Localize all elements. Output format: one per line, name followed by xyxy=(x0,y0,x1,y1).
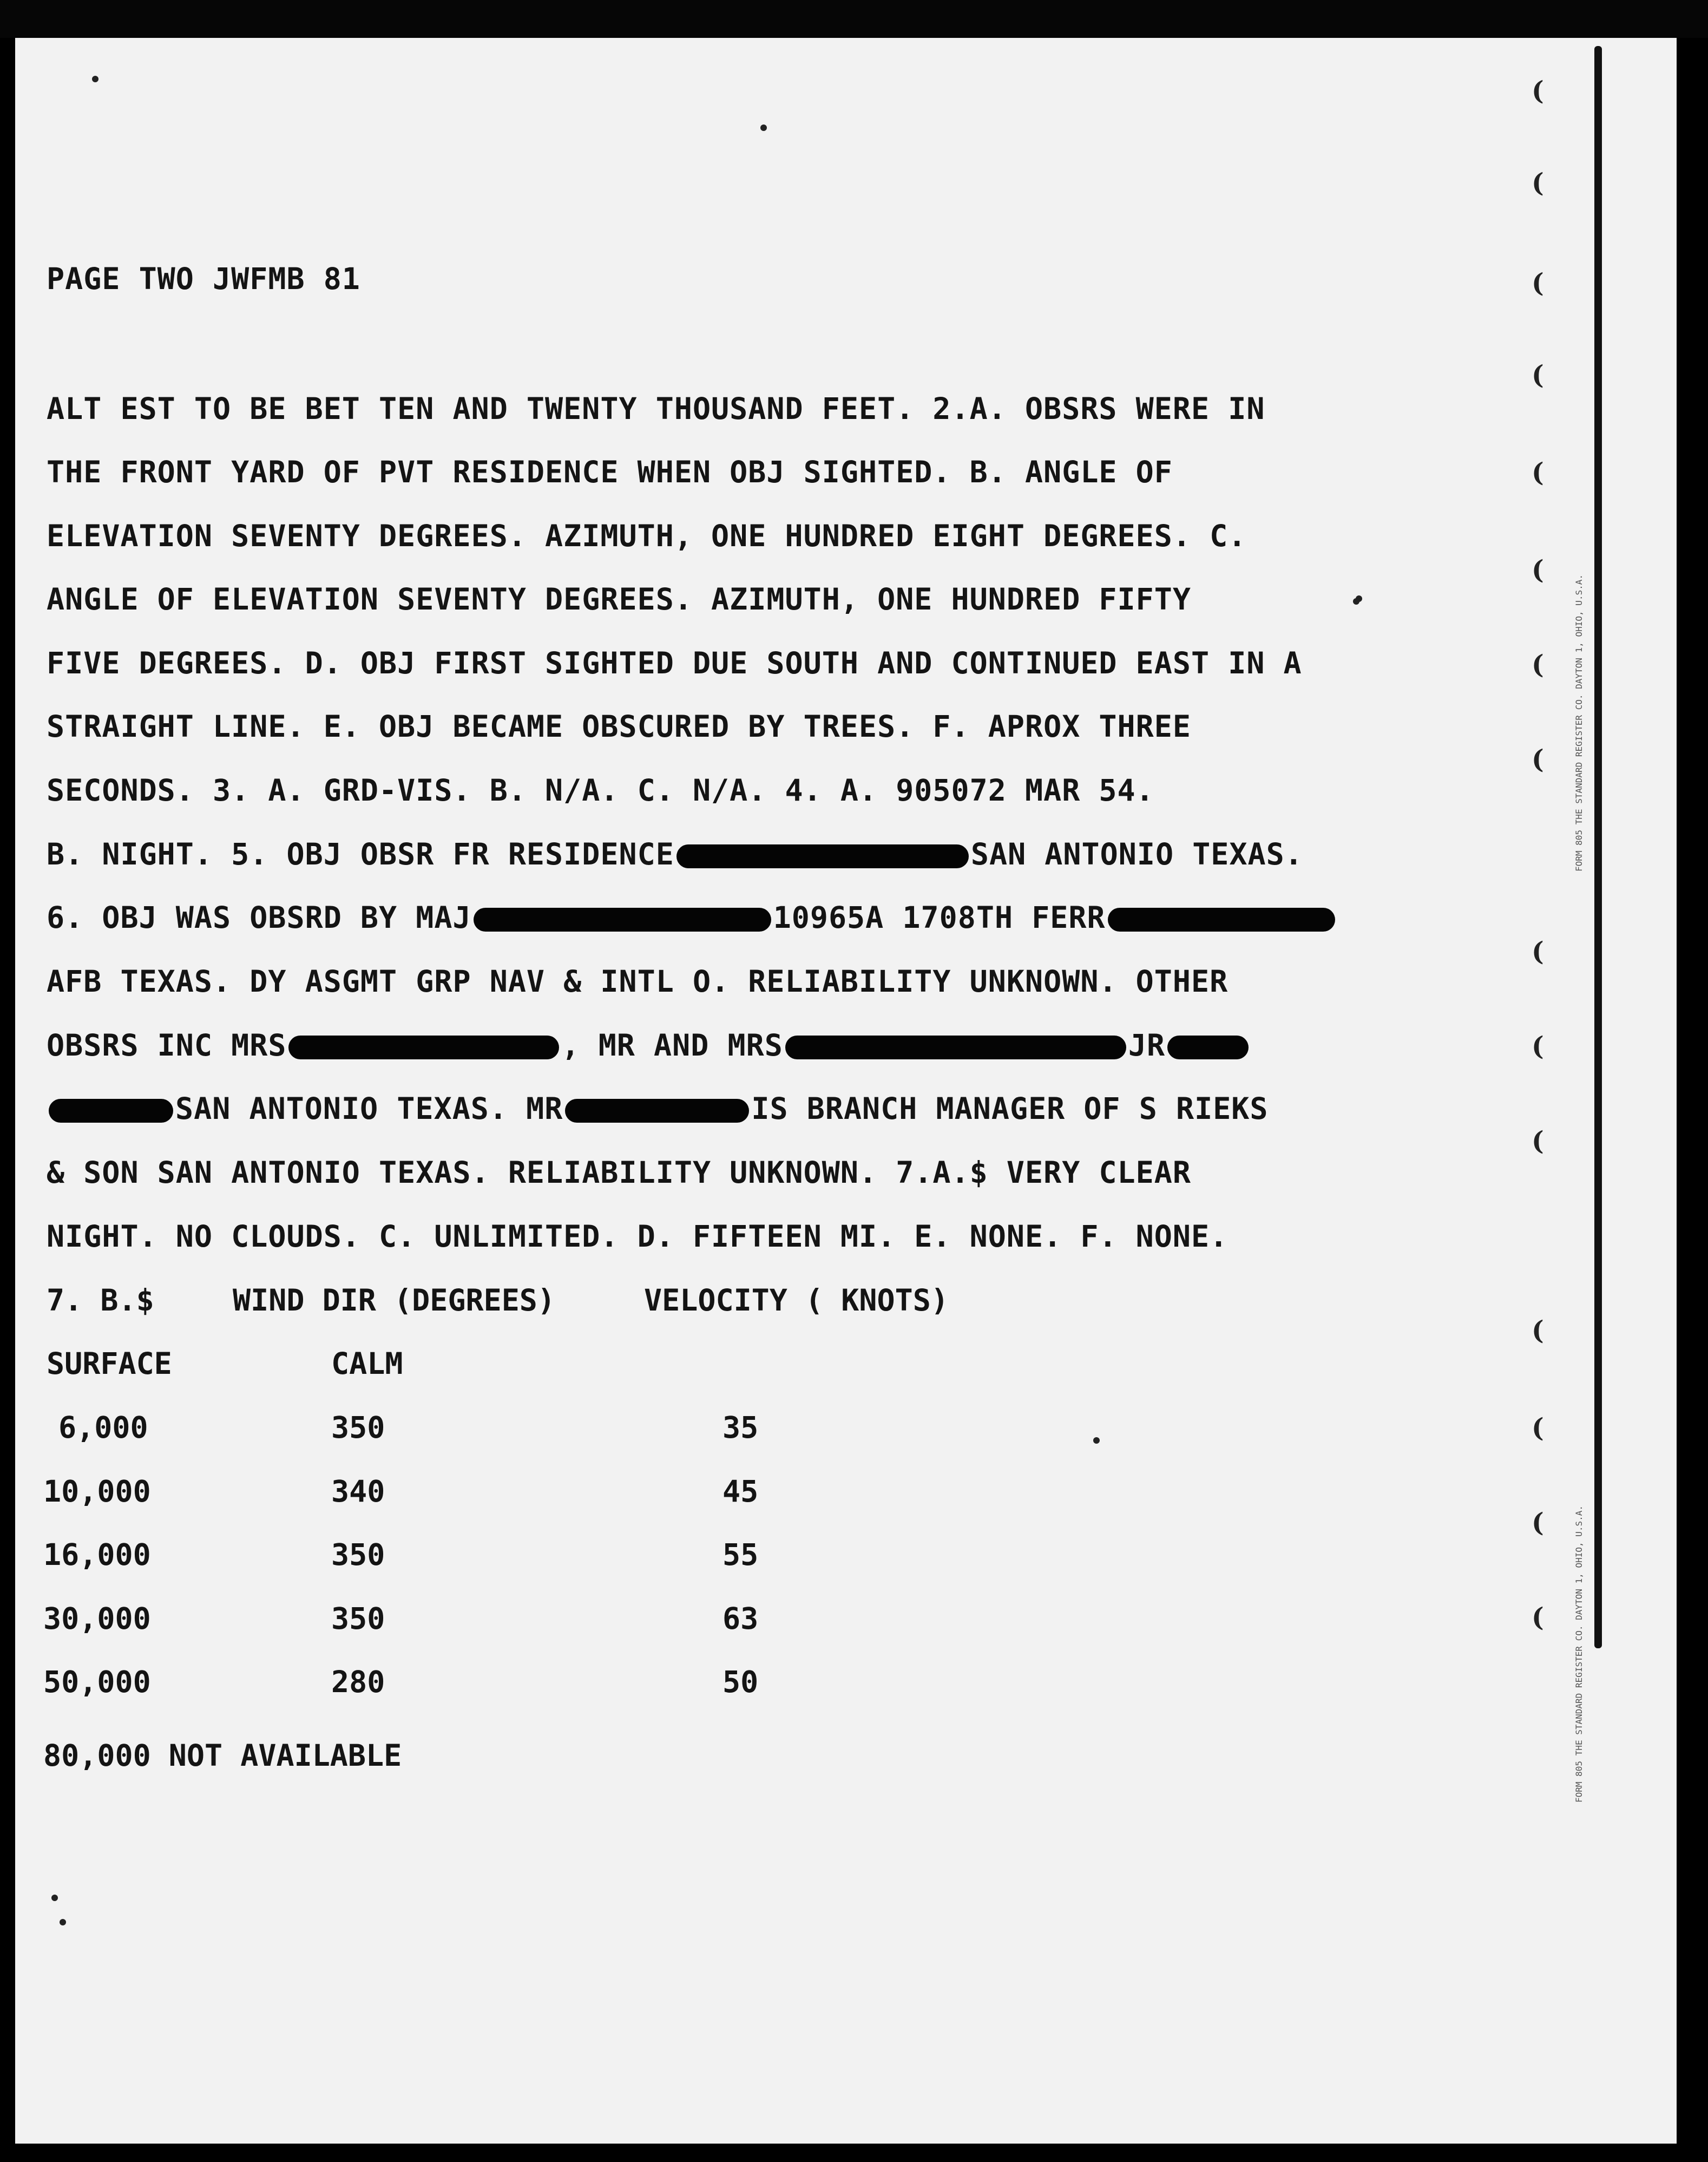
speck xyxy=(1093,1437,1100,1444)
margin-mark: ( xyxy=(1532,1508,1544,1538)
margin-mark: ( xyxy=(1532,168,1544,198)
redaction-bar xyxy=(676,844,969,868)
margin-mark: ( xyxy=(1532,1602,1544,1633)
speck xyxy=(1356,595,1362,602)
margin-mark: ( xyxy=(1532,1126,1544,1156)
body-line-11 xyxy=(47,1026,1251,1064)
night-text: B. NIGHT. 5. OBJ OBSR FR RESIDENCE xyxy=(47,837,674,872)
body-line-4: ANGLE OF ELEVATION SEVENTY DEGREES. AZIMUTH, ONE HUNDRED FIFTY xyxy=(47,582,1191,617)
body-line-7: SECONDS. 3. A. GRD-VIS. B. N/A. C. N/A. 4. A. 905072 MAR 54. xyxy=(47,773,1154,808)
table-alt: 16,000 xyxy=(43,1537,151,1572)
speck xyxy=(51,1895,58,1901)
margin-mark: ( xyxy=(1532,1315,1544,1346)
table-last-line: 80,000 NOT AVAILABLE xyxy=(43,1738,402,1773)
redaction-bar xyxy=(474,908,771,932)
table-dir: 350 xyxy=(331,1537,385,1572)
table-vel: 63 xyxy=(722,1601,759,1636)
table-vel: 45 xyxy=(722,1474,759,1509)
redaction-bar xyxy=(785,1036,1126,1059)
table-dir: 350 xyxy=(331,1601,385,1636)
body-line-5: FIVE DEGREES. D. OBJ FIRST SIGHTED DUE SOUTH AND CONTINUED EAST IN A xyxy=(47,646,1302,680)
obsrs-text: OBSRS INC MRS xyxy=(47,1028,287,1063)
speck xyxy=(760,125,767,131)
table-alt: 10,000 xyxy=(43,1474,151,1509)
speck xyxy=(60,1919,66,1925)
speck xyxy=(92,76,98,82)
surface-value: CALM xyxy=(331,1346,403,1381)
obsrs-text-2: , MR AND MRS xyxy=(561,1028,783,1063)
table-alt: 50,000 xyxy=(43,1665,151,1699)
margin-mark: ( xyxy=(1532,650,1544,680)
obsrs-text-3: JR xyxy=(1128,1028,1166,1063)
sa-text-2: IS BRANCH MANAGER OF S RIEKS xyxy=(751,1091,1269,1126)
velocity-header: VELOCITY ( KNOTS) xyxy=(644,1283,949,1318)
margin-mark: ( xyxy=(1532,936,1544,967)
body-line-13: & SON SAN ANTONIO TEXAS. RELIABILITY UNKNOWN. 7.A.$ VERY CLEAR xyxy=(47,1155,1191,1190)
table-dir: 350 xyxy=(331,1410,385,1445)
margin-mark: ( xyxy=(1532,1031,1544,1062)
redaction-bar xyxy=(1167,1036,1249,1059)
redaction-bar xyxy=(565,1099,749,1123)
margin-mark: ( xyxy=(1532,1413,1544,1443)
side-printer-mark: FORM 805 THE STANDARD REGISTER CO. DAYTON 1, OHIO, U.S.A. xyxy=(1574,574,1584,872)
obsrd-text: 6. OBJ WAS OBSRD BY MAJ xyxy=(47,900,471,935)
table-dir: 280 xyxy=(331,1665,385,1699)
margin-mark: ( xyxy=(1532,744,1544,775)
sa-text: SAN ANTONIO TEXAS. MR xyxy=(175,1091,563,1126)
page-header: PAGE TWO JWFMB 81 xyxy=(47,261,360,296)
scan-border xyxy=(0,0,1708,38)
body-line-12 xyxy=(47,1090,1269,1128)
night-location: SAN ANTONIO TEXAS. xyxy=(970,837,1303,872)
redaction-bar xyxy=(1108,908,1335,932)
table-vel: 35 xyxy=(722,1410,759,1445)
table-alt: 30,000 xyxy=(43,1601,151,1636)
body-line-2: THE FRONT YARD OF PVT RESIDENCE WHEN OBJ SIGHTED. B. ANGLE OF xyxy=(47,455,1173,489)
wind-table-label: 7. B.$ xyxy=(47,1283,154,1318)
redaction-bar xyxy=(288,1036,559,1059)
margin-mark: ( xyxy=(1532,457,1544,488)
margin-mark: ( xyxy=(1532,555,1544,585)
margin-mark: ( xyxy=(1532,268,1544,298)
wind-dir-header: WIND DIR (DEGREES) xyxy=(233,1283,556,1318)
obsrd-unit: 10965A 1708TH FERR xyxy=(773,900,1106,935)
body-line-10: AFB TEXAS. DY ASGMT GRP NAV & INTL O. RELIABILITY UNKNOWN. OTHER xyxy=(47,964,1229,999)
surface-label: SURFACE xyxy=(47,1346,172,1381)
body-line-1: ALT EST TO BE BET TEN AND TWENTY THOUSAND FEET. 2.A. OBSRS WERE IN xyxy=(47,391,1265,426)
table-dir: 340 xyxy=(331,1474,385,1509)
body-line-6: STRAIGHT LINE. E. OBJ BECAME OBSCURED BY TREES. F. APROX THREE xyxy=(47,709,1191,744)
body-line-14: NIGHT. NO CLOUDS. C. UNLIMITED. D. FIFTEEN MI. E. NONE. F. NONE. xyxy=(47,1219,1229,1254)
margin-mark: ( xyxy=(1532,76,1544,106)
margin-mark: ( xyxy=(1532,360,1544,390)
table-alt: 6,000 xyxy=(58,1410,148,1445)
table-vel: 55 xyxy=(722,1537,759,1572)
body-line-3: ELEVATION SEVENTY DEGREES. AZIMUTH, ONE HUNDRED EIGHT DEGREES. C. xyxy=(47,519,1247,553)
table-vel: 50 xyxy=(722,1665,759,1699)
side-printer-mark: FORM 805 THE STANDARD REGISTER CO. DAYTON 1, OHIO, U.S.A. xyxy=(1574,1505,1584,1803)
redaction-bar xyxy=(49,1099,173,1123)
body-line-8 xyxy=(47,835,1303,873)
body-line-9 xyxy=(47,899,1337,936)
margin-rule xyxy=(1594,46,1602,1648)
